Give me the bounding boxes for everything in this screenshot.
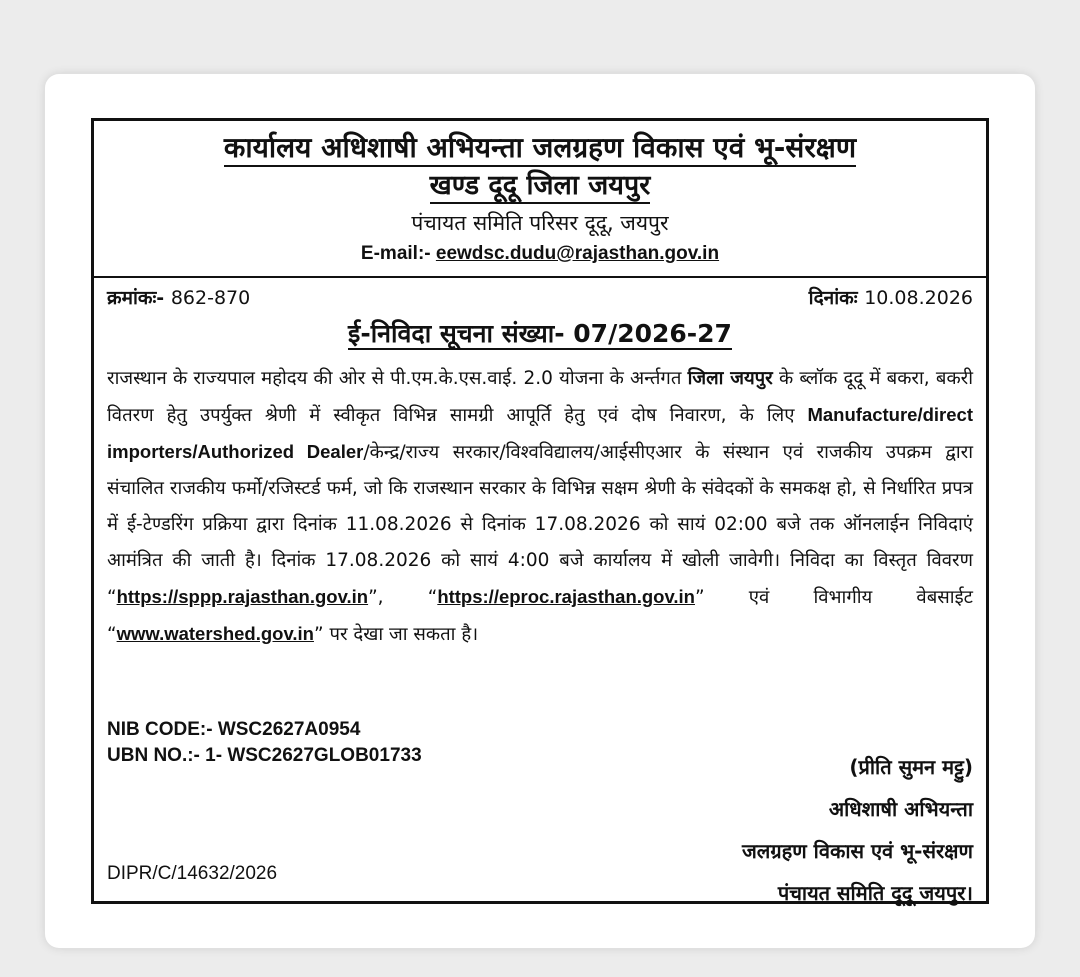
- eproc-link[interactable]: https://eproc.rajasthan.gov.in: [437, 586, 695, 607]
- notice-header: [94, 121, 986, 278]
- office-title: कार्यालय अधिशाषी अभियन्ता जलग्रहण विकास एवं भू-संरक्षण: [94, 131, 986, 165]
- sppp-link[interactable]: https://sppp.rajasthan.gov.in: [116, 586, 369, 607]
- signatory-name: (प्रीति सुमन मट्टु): [849, 755, 973, 779]
- email-label: E-mail:-: [360, 243, 431, 264]
- tender-notice: [91, 118, 989, 904]
- signatory-office: पंचायत समिति दूदू जयपुर।: [777, 881, 973, 905]
- district-name: जिला जयपुर: [687, 368, 773, 389]
- signature-block: [742, 746, 973, 914]
- reference-number: क्रमांकः- 862-870: [107, 287, 251, 309]
- ubn-number: UBN NO.:- 1- WSC2627GLOB01733: [107, 745, 422, 766]
- notice-body: राजस्थान के राज्यपाल महोदय की ओर से पी.एम.के.एस.वाई. 2.0 योजना के अर्न्तगत जिला जयपुर के ब्लॉक दूदू में बकरा, बकरी वितरण हेतु उपर्युक्त श्रेणी में स्वीकृत विभिन्न सामग्री आपूर्ति हेतु एवं दोष निवारण, के लिए Manufacture/direct importers/Authorized Dealer/केन्द्र/राज्य सरकार/विश्वविद्यालय/आईसीएआर के संस्थान एवं राजकीय उपक्रम द्वारा संचालित राजकीय फर्मो/रजिस्टर्ड फर्म, जो कि राजस्थान सरकार के विभिन्न सक्षम श्रेणी के संवेदकों के समकक्ष हो, से निर्धारित प्रपत्र में ई-टेण्डरिंग प्रक्रिया द्वारा दिनांक 11.08.2026 से दिनांक 17.08.2026 को सायं 02:00 बजे तक ऑनलाईन निविदाएं आमंत्रित की जाती है। दिनांक 17.08.2026 को सायं 4:00 बजे कार्यालय में खोली जावेगी। निविदा का विस्तृत विवरण “https://sppp.rajasthan.gov.in”, “https://eproc.rajasthan.gov.in” एवं विभागीय वेबसाईट “www.watershed.gov.in” पर देखा जा सकता है।: [107, 368, 974, 645]
- watershed-link[interactable]: www.watershed.gov.in: [116, 623, 314, 644]
- signatory-designation: अधिशाषी अभियन्ता: [828, 797, 973, 821]
- eligible-bidders: Manufacture/direct importers/Authorized Dealer: [107, 404, 973, 462]
- signatory-department: जलग्रहण विकास एवं भू-संरक्षण: [741, 839, 973, 863]
- dipr-number: DIPR/C/14632/2026: [107, 863, 278, 884]
- nib-code: NIB CODE:- WSC2627A0954: [107, 719, 361, 740]
- tender-codes: [107, 717, 422, 769]
- office-email-line: [94, 241, 986, 267]
- email-link[interactable]: eewdsc.dudu@rajasthan.gov.in: [435, 243, 720, 264]
- notice-title: ई-निविदा सूचना संख्या- 07/2026-27: [348, 319, 732, 348]
- office-address: पंचायत समिति परिसर दूदू, जयपुर: [411, 211, 669, 235]
- reference-date: दिनांकः 10.08.2026: [808, 287, 973, 309]
- office-division: खण्ड दूदू जिला जयपुर: [94, 169, 986, 203]
